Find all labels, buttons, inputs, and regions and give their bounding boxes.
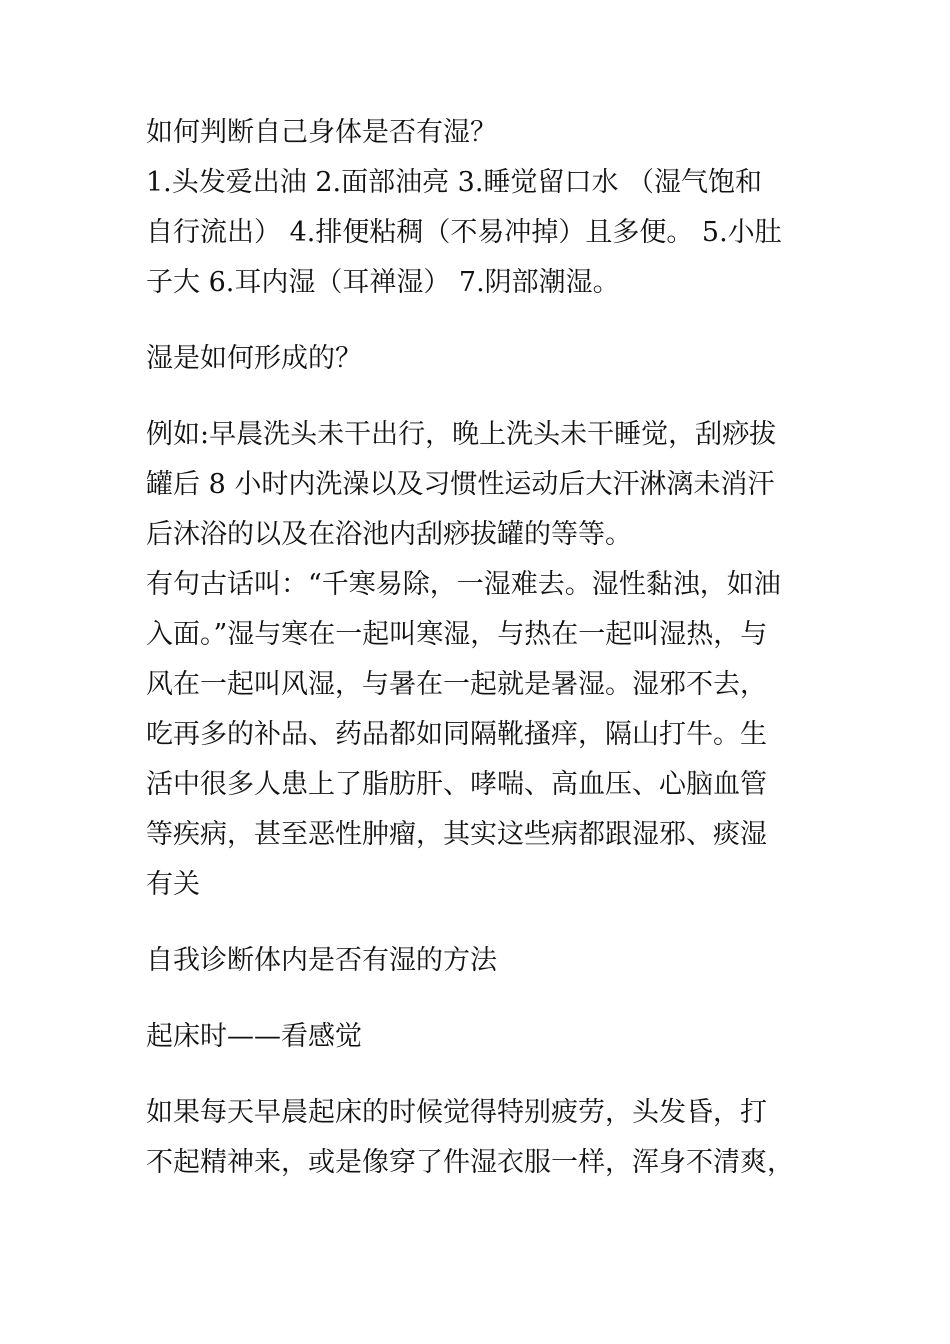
- paragraph-line: 自行流出） 4.排便粘稠（不易冲掉）且多便。 5.小肚: [146, 217, 782, 248]
- paragraph-line: 子大 6.耳内湿（耳禅湿） 7.阴部潮湿。: [146, 267, 620, 298]
- paragraph-line: 等疾病，甚至恶性肿瘤，其实这些病都跟湿邪、痰湿: [146, 819, 767, 850]
- subsection-heading: 起床时——看感觉: [146, 1021, 362, 1052]
- paragraph-line: 有关: [146, 869, 200, 900]
- paragraph-line: 风在一起叫风湿，与暑在一起就是暑湿。湿邪不去，: [146, 669, 767, 700]
- spacer: [146, 384, 812, 410]
- spacer: [146, 910, 812, 936]
- paragraph-line: 不起精神来，或是像穿了件湿衣服一样，浑身不清爽，: [146, 1147, 794, 1178]
- paragraph-line: 有句古话叫：“千寒易除，一湿难去。湿性黏浊，如油: [146, 569, 781, 600]
- paragraph-line: 如果每天早晨起床的时候觉得特别疲劳，头发昏，打: [146, 1097, 767, 1128]
- paragraph-line: 入面。”湿与寒在一起叫寒湿，与热在一起叫湿热，与: [146, 619, 768, 650]
- spacer: [146, 986, 812, 1012]
- paragraph-line: 后沐浴的以及在浴池内刮痧拔罐的等等。: [146, 519, 632, 550]
- paragraph-line: 活中很多人患上了脂肪肝、哮喘、高血压、心脑血管: [146, 769, 767, 800]
- paragraph-line: 例如:早晨洗头未干出行，晚上洗头未干睡觉，刮痧拔: [146, 419, 777, 450]
- section-heading: 自我诊断体内是否有湿的方法: [146, 945, 497, 976]
- paragraph-line: 吃再多的补品、药品都如同隔靴搔痒，隔山打牛。生: [146, 719, 767, 750]
- heading-how-to-judge: 如何判断自己身体是否有湿？: [146, 117, 497, 148]
- spacer: [146, 1062, 812, 1088]
- document-page: [146, 108, 812, 1188]
- spacer: [146, 308, 812, 334]
- heading-how-formed: 湿是如何形成的？: [146, 343, 362, 374]
- paragraph-line: 1.头发爱出油 2.面部油亮 3.睡觉留口水 （湿气饱和: [146, 167, 763, 198]
- paragraph-line: 罐后 8 小时内洗澡以及习惯性运动后大汗淋漓未消汗: [146, 469, 775, 500]
